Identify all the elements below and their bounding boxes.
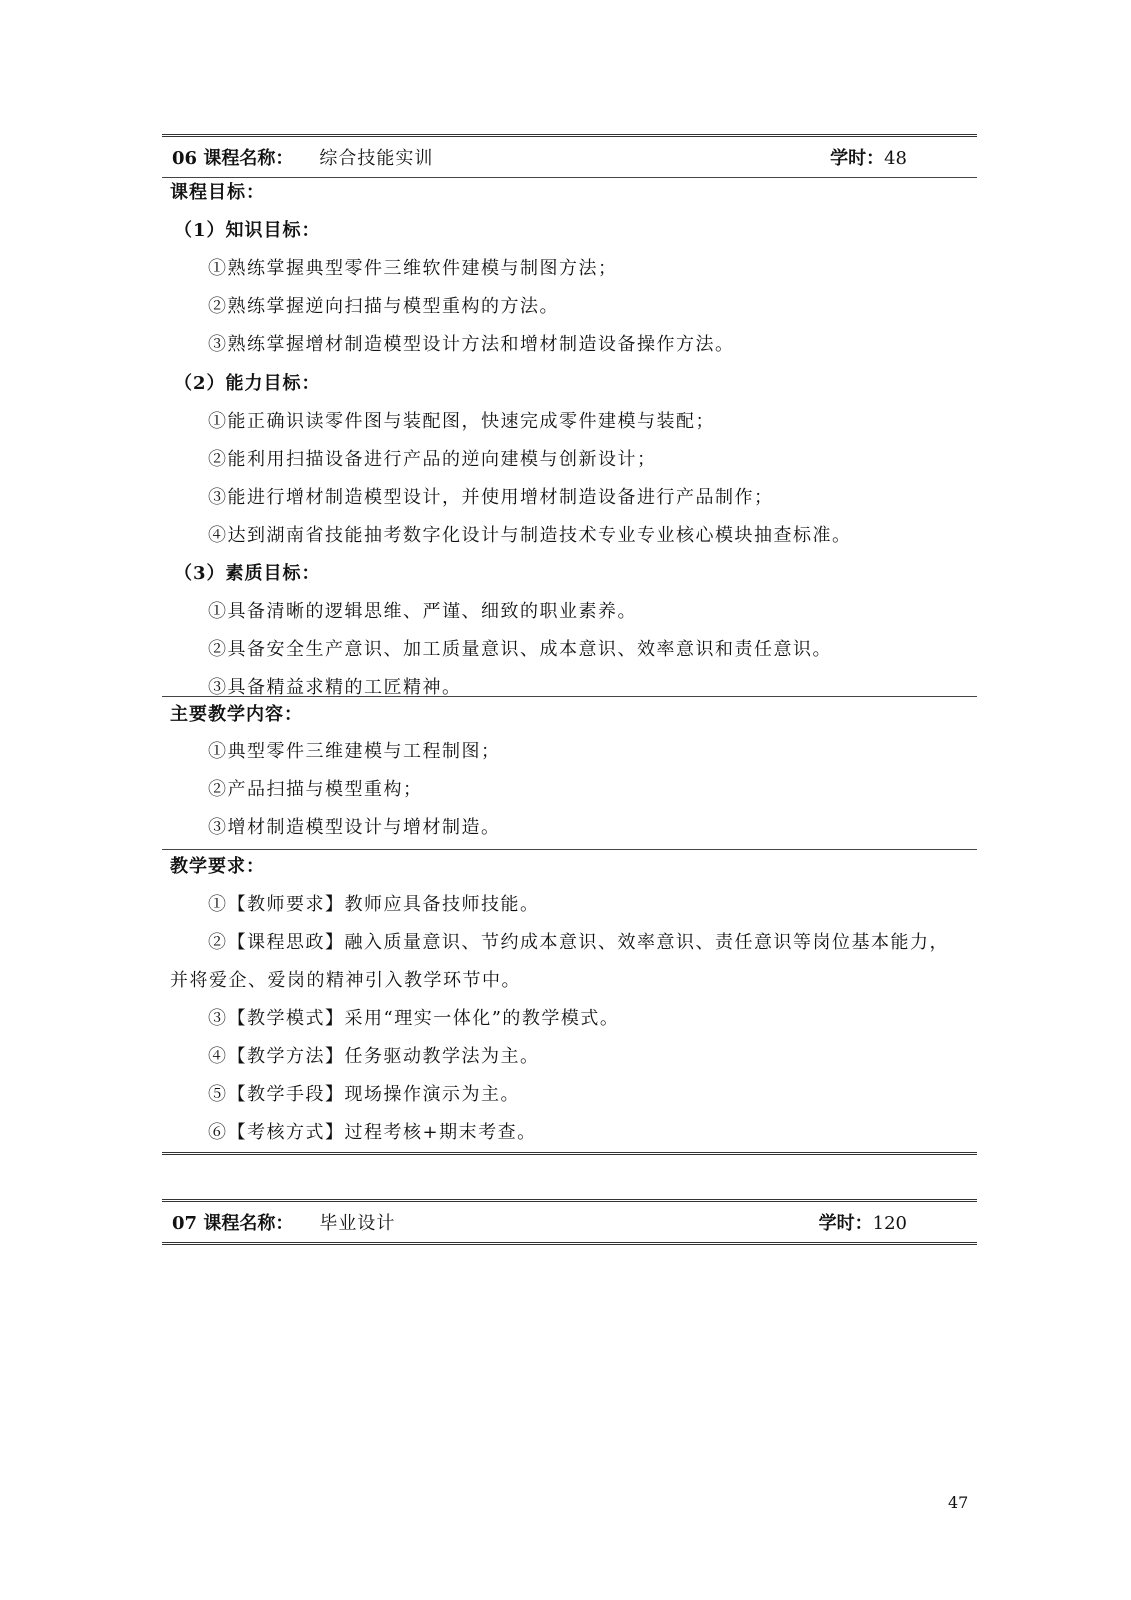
ability-title: （2）能力目标： bbox=[174, 373, 321, 394]
table-end-rule bbox=[162, 1152, 977, 1155]
quality-item: ①具备清晰的逻辑思维、严谨、细致的职业素养。 bbox=[208, 601, 637, 622]
ability-item: ②能利用扫描设备进行产品的逆向建模与创新设计； bbox=[208, 449, 657, 470]
requirement-item: ⑤【教学手段】现场操作演示为主。 bbox=[208, 1084, 520, 1105]
course-06-label: 06 课程名称： bbox=[172, 148, 294, 169]
course-06-hours-value: 48 bbox=[884, 148, 907, 169]
quality-title: （3）素质目标： bbox=[174, 563, 321, 584]
content-item: ①典型零件三维建模与工程制图； bbox=[208, 741, 501, 762]
content-item: ③增材制造模型设计与增材制造。 bbox=[208, 817, 501, 838]
quality-item: ③具备精益求精的工匠精神。 bbox=[208, 677, 462, 698]
course-06-hours bbox=[830, 144, 907, 170]
quality-item: ②具备安全生产意识、加工质量意识、成本意识、效率意识和责任意识。 bbox=[208, 639, 832, 660]
requirement-item: ②【课程思政】融入质量意识、节约成本意识、效率意识、责任意识等岗位基本能力， bbox=[208, 932, 949, 953]
course-07-hours bbox=[819, 1209, 907, 1235]
course-07-hours-value: 120 bbox=[872, 1213, 907, 1234]
ability-item: ④达到湖南省技能抽考数字化设计与制造技术专业专业核心模块抽查标准。 bbox=[208, 525, 852, 546]
content-title: 主要教学内容： bbox=[170, 704, 303, 725]
requirements-title: 教学要求： bbox=[170, 856, 265, 877]
course-07-hours-label: 学时： bbox=[818, 1213, 873, 1234]
knowledge-item: ①熟练掌握典型零件三维软件建模与制图方法； bbox=[208, 258, 618, 279]
course-07-label: 07 课程名称： bbox=[172, 1213, 294, 1234]
course-06-header bbox=[162, 134, 977, 178]
ability-item: ③能进行增材制造模型设计，并使用增材制造设备进行产品制作； bbox=[208, 487, 774, 508]
requirement-item: ⑥【考核方式】过程考核+期末考查。 bbox=[208, 1122, 537, 1143]
knowledge-title: （1）知识目标： bbox=[174, 220, 321, 241]
content-item: ②产品扫描与模型重构； bbox=[208, 779, 423, 800]
knowledge-item: ③熟练掌握增材制造模型设计方法和增材制造设备操作方法。 bbox=[208, 334, 735, 355]
divider bbox=[162, 696, 977, 697]
requirement-item: ④【教学方法】任务驱动教学法为主。 bbox=[208, 1046, 540, 1067]
page-number: 47 bbox=[948, 1493, 969, 1512]
ability-item: ①能正确识读零件图与装配图，快速完成零件建模与装配； bbox=[208, 411, 715, 432]
course-07-header bbox=[162, 1199, 977, 1245]
requirement-item-continuation: 并将爱企、爱岗的精神引入教学环节中。 bbox=[170, 970, 521, 991]
course-06-hours-label: 学时： bbox=[830, 148, 885, 169]
knowledge-item: ②熟练掌握逆向扫描与模型重构的方法。 bbox=[208, 296, 559, 317]
course-07-name: 毕业设计 bbox=[319, 1213, 396, 1234]
divider bbox=[162, 849, 977, 850]
course-06-name: 综合技能实训 bbox=[319, 148, 434, 169]
objectives-title: 课程目标： bbox=[170, 182, 265, 203]
requirement-item: ①【教师要求】教师应具备技师技能。 bbox=[208, 894, 540, 915]
requirement-item: ③【教学模式】采用“理实一体化”的教学模式。 bbox=[208, 1008, 620, 1029]
